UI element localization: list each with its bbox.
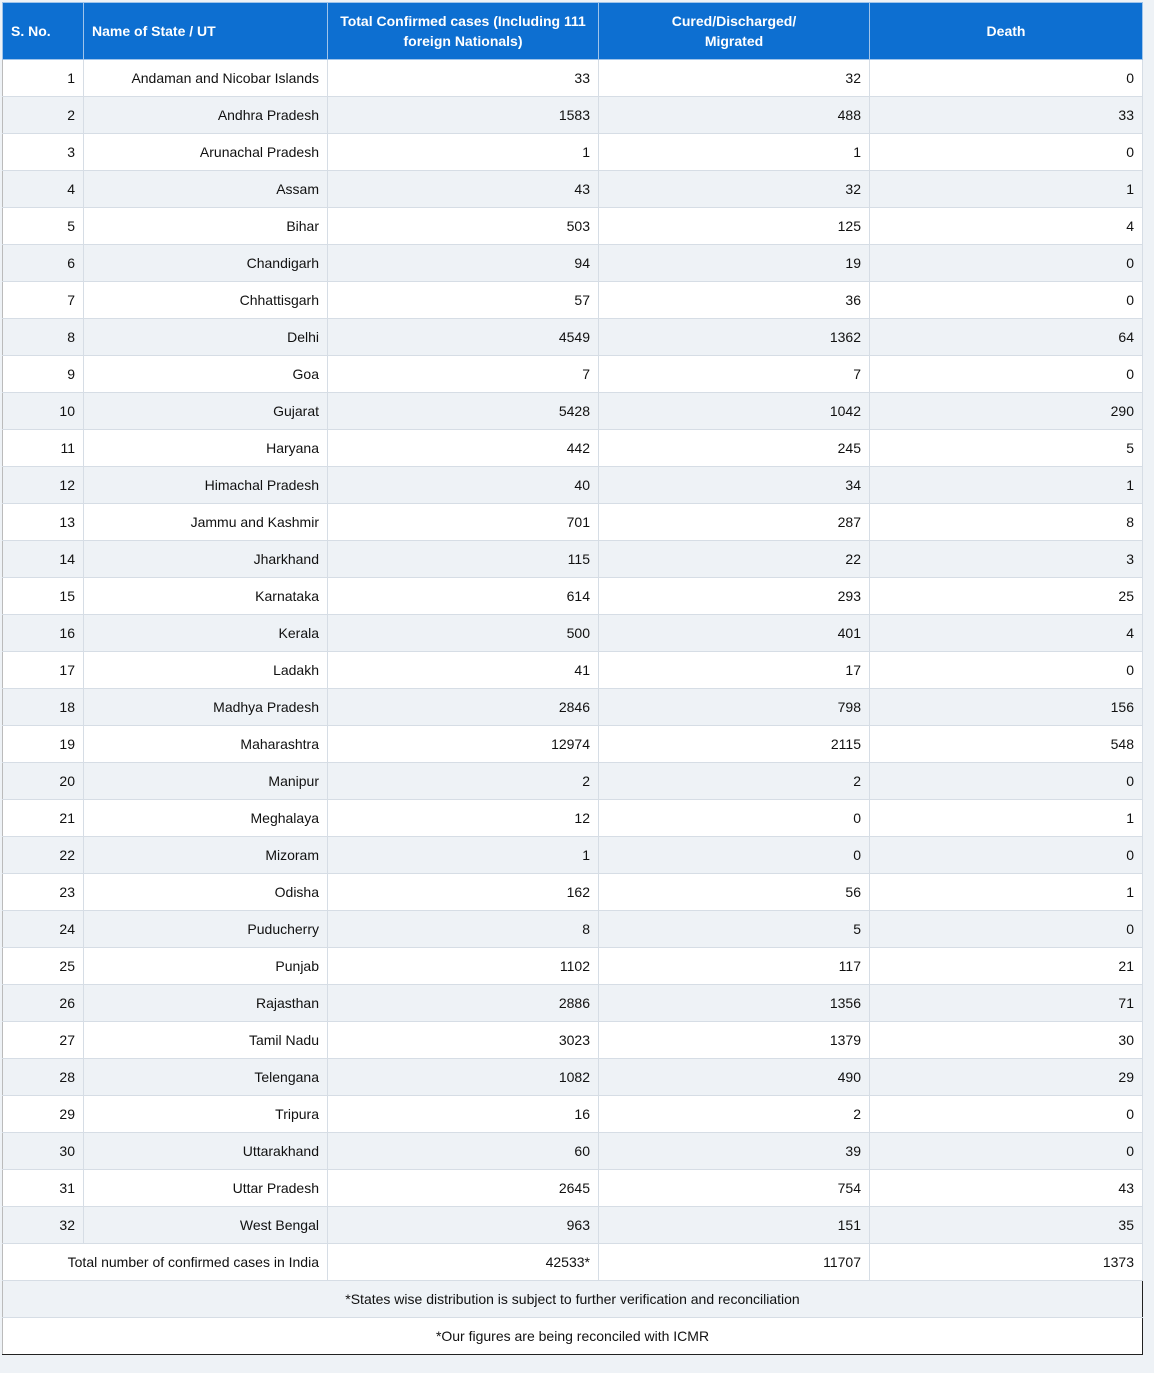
cell-sno: 27 (3, 1022, 84, 1059)
cell-sno: 31 (3, 1170, 84, 1207)
cell-state: Bihar (84, 208, 328, 245)
cell-state: Madhya Pradesh (84, 689, 328, 726)
table-row (3, 948, 1143, 985)
cell-sno: 29 (3, 1096, 84, 1133)
cell-sno: 24 (3, 911, 84, 948)
cell-confirmed: 1102 (328, 948, 599, 985)
cell-state: Mizoram (84, 837, 328, 874)
cell-sno: 6 (3, 245, 84, 282)
header-sno-label: S. No. (11, 23, 51, 39)
cell-confirmed: 40 (328, 467, 599, 504)
table-row (3, 541, 1143, 578)
header-confirmed-line2: foreign Nationals) (403, 33, 523, 49)
cell-death: 0 (870, 763, 1143, 800)
cell-sno: 3 (3, 134, 84, 171)
header-confirmed-line1: Total Confirmed cases (Including 111 (340, 13, 586, 29)
cell-death: 3 (870, 541, 1143, 578)
cell-state: Haryana (84, 430, 328, 467)
table-row (3, 504, 1143, 541)
cell-death: 43 (870, 1170, 1143, 1207)
cell-cured: 0 (599, 837, 870, 874)
cell-cured: 245 (599, 430, 870, 467)
covid-states-table (2, 2, 1143, 1355)
cell-state: Uttarakhand (84, 1133, 328, 1170)
cell-death: 0 (870, 245, 1143, 282)
table-row (3, 578, 1143, 615)
note-row-verification (3, 1281, 1143, 1318)
cell-cured: 32 (599, 171, 870, 208)
table-row (3, 430, 1143, 467)
cell-death: 25 (870, 578, 1143, 615)
cell-cured: 125 (599, 208, 870, 245)
header-cured (599, 3, 870, 60)
cell-confirmed: 3023 (328, 1022, 599, 1059)
cell-cured: 39 (599, 1133, 870, 1170)
note-row-icmr (3, 1318, 1143, 1355)
table-row (3, 689, 1143, 726)
cell-cured: 287 (599, 504, 870, 541)
cell-death: 290 (870, 393, 1143, 430)
cell-sno: 13 (3, 504, 84, 541)
cell-confirmed: 115 (328, 541, 599, 578)
cell-cured: 1 (599, 134, 870, 171)
cell-death: 0 (870, 652, 1143, 689)
cell-sno: 30 (3, 1133, 84, 1170)
header-state (84, 3, 328, 60)
cell-sno: 14 (3, 541, 84, 578)
cell-cured: 34 (599, 467, 870, 504)
cell-cured: 2 (599, 1096, 870, 1133)
cell-cured: 17 (599, 652, 870, 689)
cell-sno: 7 (3, 282, 84, 319)
total-death: 1373 (870, 1244, 1143, 1281)
cell-confirmed: 2 (328, 763, 599, 800)
cell-confirmed: 503 (328, 208, 599, 245)
cell-state: Ladakh (84, 652, 328, 689)
header-cured-line1: Cured/Discharged/ (671, 13, 797, 29)
cell-cured: 0 (599, 800, 870, 837)
cell-sno: 28 (3, 1059, 84, 1096)
cell-state: Assam (84, 171, 328, 208)
header-death (870, 3, 1143, 60)
cell-death: 30 (870, 1022, 1143, 1059)
cell-cured: 5 (599, 911, 870, 948)
total-confirmed: 42533* (328, 1244, 599, 1281)
total-cured: 11707 (599, 1244, 870, 1281)
cell-cured: 488 (599, 97, 870, 134)
cell-death: 1 (870, 874, 1143, 911)
cell-confirmed: 4549 (328, 319, 599, 356)
table-row (3, 60, 1143, 97)
table-row (3, 1170, 1143, 1207)
cell-confirmed: 16 (328, 1096, 599, 1133)
cell-sno: 17 (3, 652, 84, 689)
cell-state: Arunachal Pradesh (84, 134, 328, 171)
cell-confirmed: 33 (328, 60, 599, 97)
cell-death: 156 (870, 689, 1143, 726)
table-row (3, 1096, 1143, 1133)
cell-confirmed: 614 (328, 578, 599, 615)
table-row (3, 800, 1143, 837)
cell-confirmed: 94 (328, 245, 599, 282)
cell-confirmed: 12 (328, 800, 599, 837)
cell-confirmed: 7 (328, 356, 599, 393)
cell-sno: 23 (3, 874, 84, 911)
table-row (3, 356, 1143, 393)
cell-state: Himachal Pradesh (84, 467, 328, 504)
cell-sno: 21 (3, 800, 84, 837)
cell-confirmed: 1 (328, 134, 599, 171)
cell-state: Manipur (84, 763, 328, 800)
cell-death: 0 (870, 134, 1143, 171)
cell-state: Punjab (84, 948, 328, 985)
cell-state: Rajasthan (84, 985, 328, 1022)
table-row (3, 245, 1143, 282)
note-icmr: *Our figures are being reconciled with ICMR (3, 1318, 1143, 1355)
cell-state: Odisha (84, 874, 328, 911)
cell-sno: 15 (3, 578, 84, 615)
cell-state: Andhra Pradesh (84, 97, 328, 134)
cell-sno: 32 (3, 1207, 84, 1244)
cell-state: Telengana (84, 1059, 328, 1096)
cell-death: 0 (870, 356, 1143, 393)
cell-confirmed: 12974 (328, 726, 599, 763)
note-verification: *States wise distribution is subject to further verification and reconciliation (3, 1281, 1143, 1318)
cell-sno: 2 (3, 97, 84, 134)
cell-confirmed: 963 (328, 1207, 599, 1244)
total-label: Total number of confirmed cases in India (3, 1244, 328, 1281)
cell-confirmed: 41 (328, 652, 599, 689)
cell-death: 0 (870, 60, 1143, 97)
cell-death: 8 (870, 504, 1143, 541)
cell-sno: 11 (3, 430, 84, 467)
table-row (3, 1022, 1143, 1059)
table-row (3, 1133, 1143, 1170)
cell-death: 0 (870, 282, 1143, 319)
cell-sno: 4 (3, 171, 84, 208)
header-sno (3, 3, 84, 60)
cell-death: 35 (870, 1207, 1143, 1244)
table-body (3, 60, 1143, 1244)
cell-sno: 5 (3, 208, 84, 245)
table-row (3, 171, 1143, 208)
table-row (3, 467, 1143, 504)
cell-death: 0 (870, 1096, 1143, 1133)
cell-state: Tripura (84, 1096, 328, 1133)
cell-confirmed: 57 (328, 282, 599, 319)
cell-state: Uttar Pradesh (84, 1170, 328, 1207)
cell-death: 0 (870, 1133, 1143, 1170)
cell-state: Kerala (84, 615, 328, 652)
cell-sno: 19 (3, 726, 84, 763)
cell-confirmed: 701 (328, 504, 599, 541)
table-row (3, 911, 1143, 948)
cell-cured: 754 (599, 1170, 870, 1207)
cell-cured: 1042 (599, 393, 870, 430)
cell-death: 33 (870, 97, 1143, 134)
cell-cured: 2115 (599, 726, 870, 763)
cell-death: 4 (870, 208, 1143, 245)
cell-confirmed: 5428 (328, 393, 599, 430)
cell-cured: 56 (599, 874, 870, 911)
cell-confirmed: 500 (328, 615, 599, 652)
cell-state: Chhattisgarh (84, 282, 328, 319)
cell-death: 21 (870, 948, 1143, 985)
cell-cured: 1379 (599, 1022, 870, 1059)
table-row (3, 1059, 1143, 1096)
cell-confirmed: 1 (328, 837, 599, 874)
cell-cured: 32 (599, 60, 870, 97)
cell-death: 64 (870, 319, 1143, 356)
cell-sno: 8 (3, 319, 84, 356)
header-death-label: Death (986, 23, 1026, 39)
cell-state: Andaman and Nicobar Islands (84, 60, 328, 97)
table-row (3, 134, 1143, 171)
cell-death: 0 (870, 837, 1143, 874)
cell-state: Jammu and Kashmir (84, 504, 328, 541)
cell-sno: 25 (3, 948, 84, 985)
table-row (3, 615, 1143, 652)
cell-death: 1 (870, 171, 1143, 208)
cell-state: Jharkhand (84, 541, 328, 578)
table-row (3, 1207, 1143, 1244)
cell-confirmed: 2886 (328, 985, 599, 1022)
cell-death: 4 (870, 615, 1143, 652)
table-row (3, 393, 1143, 430)
table-row (3, 874, 1143, 911)
table-row (3, 763, 1143, 800)
total-row (3, 1244, 1143, 1281)
header-cured-line2: Migrated (704, 33, 764, 49)
cell-sno: 16 (3, 615, 84, 652)
cell-death: 0 (870, 911, 1143, 948)
cell-state: Karnataka (84, 578, 328, 615)
table-header-row (3, 3, 1143, 60)
cell-sno: 12 (3, 467, 84, 504)
table-row (3, 97, 1143, 134)
cell-cured: 7 (599, 356, 870, 393)
cell-state: Gujarat (84, 393, 328, 430)
table-row (3, 652, 1143, 689)
cell-death: 1 (870, 800, 1143, 837)
cell-death: 1 (870, 467, 1143, 504)
header-confirmed (328, 3, 599, 60)
cell-cured: 401 (599, 615, 870, 652)
cell-confirmed: 1583 (328, 97, 599, 134)
cell-cured: 22 (599, 541, 870, 578)
cell-sno: 9 (3, 356, 84, 393)
cell-confirmed: 1082 (328, 1059, 599, 1096)
cell-state: Chandigarh (84, 245, 328, 282)
cell-cured: 798 (599, 689, 870, 726)
cell-death: 71 (870, 985, 1143, 1022)
cell-sno: 20 (3, 763, 84, 800)
cell-cured: 490 (599, 1059, 870, 1096)
table-row (3, 282, 1143, 319)
cell-state: Puducherry (84, 911, 328, 948)
cell-sno: 18 (3, 689, 84, 726)
table-row (3, 837, 1143, 874)
cell-confirmed: 43 (328, 171, 599, 208)
cell-confirmed: 2645 (328, 1170, 599, 1207)
cell-sno: 22 (3, 837, 84, 874)
cell-cured: 36 (599, 282, 870, 319)
table-row (3, 208, 1143, 245)
cell-cured: 2 (599, 763, 870, 800)
cell-sno: 1 (3, 60, 84, 97)
cell-state: Delhi (84, 319, 328, 356)
cell-cured: 151 (599, 1207, 870, 1244)
cell-death: 548 (870, 726, 1143, 763)
states-table-container (2, 2, 1142, 1355)
cell-cured: 19 (599, 245, 870, 282)
cell-death: 5 (870, 430, 1143, 467)
cell-cured: 293 (599, 578, 870, 615)
cell-cured: 117 (599, 948, 870, 985)
cell-confirmed: 60 (328, 1133, 599, 1170)
cell-confirmed: 162 (328, 874, 599, 911)
cell-state: Goa (84, 356, 328, 393)
cell-sno: 10 (3, 393, 84, 430)
table-row (3, 726, 1143, 763)
cell-confirmed: 8 (328, 911, 599, 948)
cell-confirmed: 442 (328, 430, 599, 467)
cell-cured: 1362 (599, 319, 870, 356)
cell-state: Maharashtra (84, 726, 328, 763)
cell-state: Meghalaya (84, 800, 328, 837)
cell-confirmed: 2846 (328, 689, 599, 726)
cell-state: Tamil Nadu (84, 1022, 328, 1059)
table-row (3, 985, 1143, 1022)
cell-sno: 26 (3, 985, 84, 1022)
header-state-label: Name of State / UT (92, 23, 216, 39)
table-row (3, 319, 1143, 356)
cell-cured: 1356 (599, 985, 870, 1022)
cell-state: West Bengal (84, 1207, 328, 1244)
cell-death: 29 (870, 1059, 1143, 1096)
